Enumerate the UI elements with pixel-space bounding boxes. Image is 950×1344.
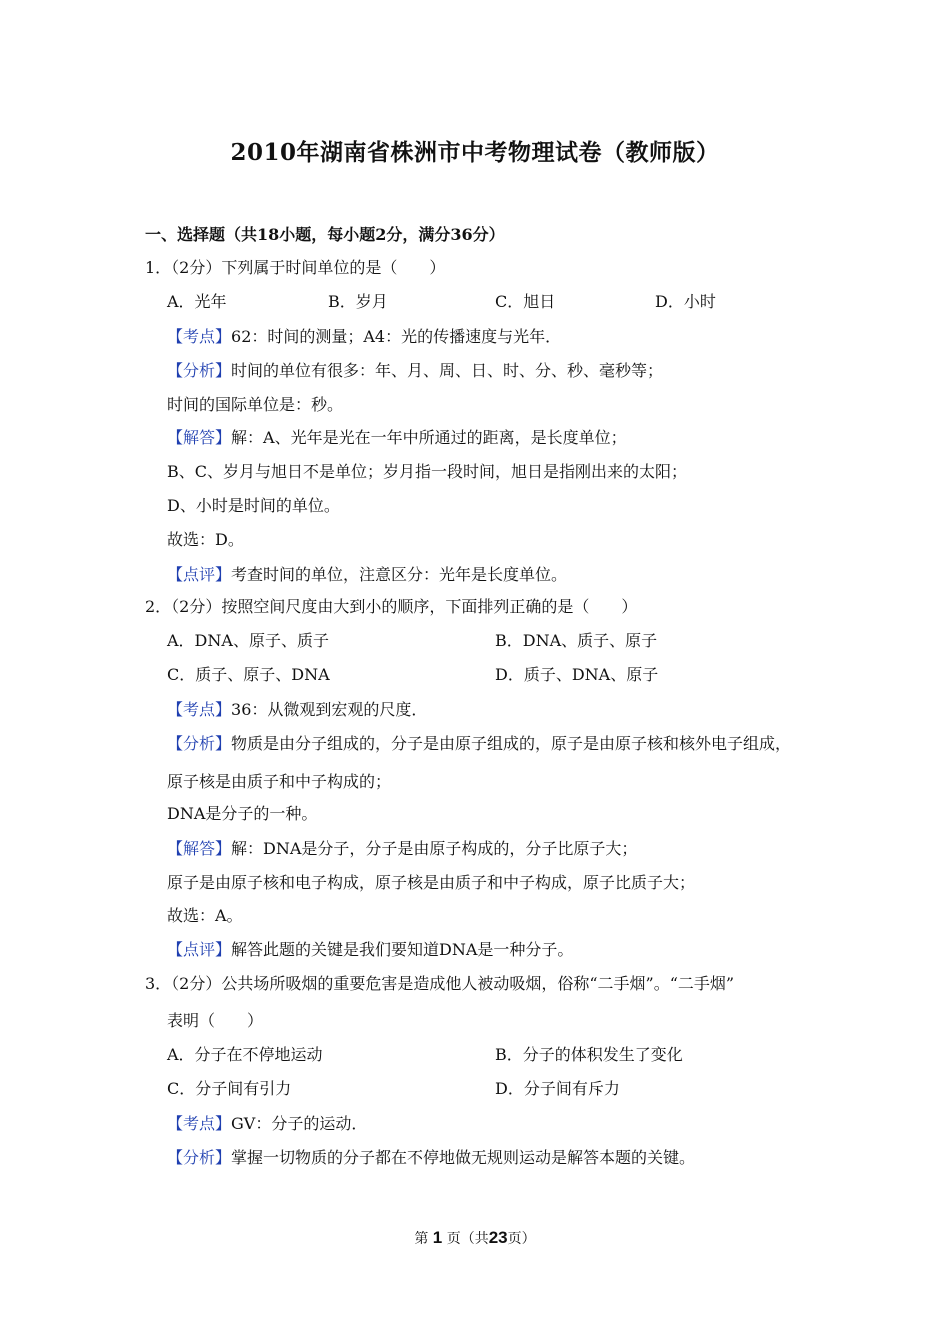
footer-suffix: 页）: [507, 1231, 536, 1247]
q1-option-a: A．光年: [167, 292, 227, 311]
q3-fenxi: [167, 1147, 695, 1169]
dianping-tag: 【点评】: [167, 940, 232, 959]
q1-jieda-line2: B、C、岁月与旭日不是单位；岁月指一段时间，旭日是指刚出来的太阳；: [167, 462, 688, 481]
footer-prefix: 第: [414, 1231, 429, 1247]
footer-middle: 页（共: [446, 1231, 489, 1247]
document-title: 2010年湖南省株洲市中考物理试卷（教师版）: [230, 139, 720, 166]
q3-option-b: B．分子的体积发生了变化: [495, 1045, 683, 1064]
jieda-tag: 【解答】: [167, 839, 232, 858]
page-footer: [0, 1228, 950, 1248]
fenxi-tag: 【分析】: [167, 734, 232, 753]
dianping-tag: 【点评】: [167, 565, 232, 584]
q2-jieda: [167, 838, 637, 860]
q2-kaodian-text: 36：从微观到宏观的尺度．: [231, 700, 428, 719]
q1-kaodian: [167, 326, 561, 348]
q1-jieda: [167, 427, 627, 449]
q3-option-d: D．分子间有斥力: [495, 1079, 620, 1098]
q2-jieda-line3: 故选：A。: [167, 906, 243, 925]
kaodian-tag: 【考点】: [167, 1114, 232, 1133]
q1-jieda-line4: 故选：D。: [167, 530, 244, 549]
q3-option-c: C．分子间有引力: [167, 1079, 292, 1098]
fenxi-tag: 【分析】: [167, 361, 232, 380]
q2-option-a: A．DNA、原子、质子: [167, 631, 329, 650]
q2-option-c: C．质子、原子、DNA: [167, 665, 330, 684]
q1-option-c: C．旭日: [495, 292, 556, 311]
kaodian-tag: 【考点】: [167, 700, 232, 719]
q2-dianping-text: 解答此题的关键是我们要知道DNA是一种分子。: [231, 940, 574, 959]
q1-kaodian-text: 62：时间的测量；A4：光的传播速度与光年．: [231, 327, 562, 346]
q1-fenxi-text: 时间的单位有很多：年、月、周、日、时、分、秒、毫秒等；: [231, 361, 664, 380]
q2-jieda-line2: 原子是由原子核和电子构成，原子核是由质子和中子构成，原子比质子大；: [167, 873, 696, 892]
q1-jieda-line3: D、小时是时间的单位。: [167, 496, 340, 515]
q1-option-b: B．岁月: [328, 292, 388, 311]
q2-jieda-text: 解：DNA是分子，分子是由原子构成的，分子比原子大；: [231, 839, 638, 858]
q2-fenxi-line3: DNA是分子的一种。: [167, 804, 318, 823]
q3-kaodian-text: GV：分子的运动．: [231, 1114, 368, 1133]
q1-jieda-text: 解：A、光年是光在一年中所通过的距离，是长度单位；: [231, 428, 627, 447]
q2-option-b: B．DNA、质子、原子: [495, 631, 658, 650]
q1-option-d: D．小时: [655, 292, 716, 311]
q1-fenxi: [167, 360, 663, 382]
section-heading: 一、选择题（共18小题，每小题2分，满分36分）: [145, 225, 505, 244]
question-1-stem: 1．（2分）下列属于时间单位的是（ ）: [145, 258, 446, 277]
q2-option-d: D．质子、DNA、原子: [495, 665, 659, 684]
q2-kaodian: [167, 699, 427, 721]
q3-option-a: A．分子在不停地运动: [167, 1045, 323, 1064]
q2-fenxi-line2: 原子核是由质子和中子构成的；: [167, 772, 392, 791]
q3-fenxi-text: 掌握一切物质的分子都在不停地做无规则运动是解答本题的关键。: [231, 1148, 696, 1167]
q2-fenxi-text: 物质是由分子组成的，分子是由原子组成的，原子是由原子核和核外电子组成，: [231, 734, 792, 753]
fenxi-tag: 【分析】: [167, 1148, 232, 1167]
total-pages: 23: [488, 1228, 508, 1247]
question-3-stem-line2: 表明（ ）: [167, 1011, 264, 1030]
kaodian-tag: 【考点】: [167, 327, 232, 346]
q2-dianping: [167, 939, 573, 961]
q1-dianping: [167, 564, 567, 586]
q1-dianping-text: 考查时间的单位，注意区分：光年是长度单位。: [231, 565, 568, 584]
q3-kaodian: [167, 1113, 367, 1135]
q1-fenxi-line2: 时间的国际单位是：秒。: [167, 395, 344, 414]
question-3-stem: 3．（2分）公共场所吸烟的重要危害是造成他人被动吸烟，俗称“二手烟”。“二手烟”: [145, 974, 735, 993]
jieda-tag: 【解答】: [167, 428, 232, 447]
page-number: 1: [432, 1228, 443, 1247]
question-2-stem: 2．（2分）按照空间尺度由大到小的顺序，下面排列正确的是（ ）: [145, 597, 638, 616]
q2-fenxi: [167, 733, 791, 755]
